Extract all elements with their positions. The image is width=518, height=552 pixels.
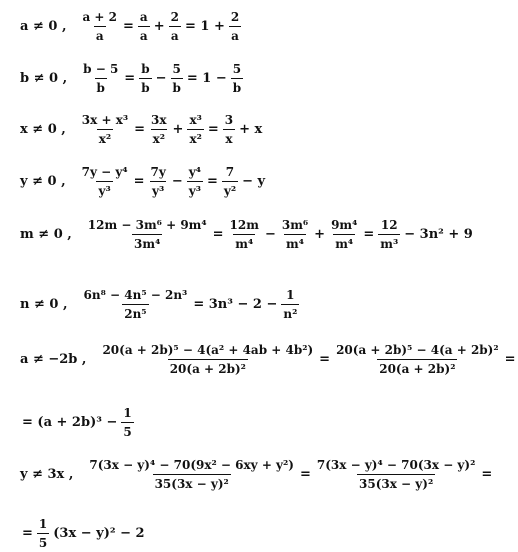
denominator: a — [169, 26, 181, 43]
fraction — [187, 165, 203, 198]
numerator: 20(a + 2b)⁵ − 4(a + 2b)² — [336, 343, 499, 357]
numerator: 5 — [172, 62, 181, 76]
operator: = — [134, 122, 146, 137]
operator: − y — [242, 174, 266, 189]
denominator: x² — [187, 129, 203, 146]
operator: + — [314, 227, 326, 242]
numerator: 20(a + 2b)⁵ − 4(a² + 4ab + 4b²) — [102, 343, 314, 357]
denominator: 20(a + 2b)² — [168, 359, 248, 376]
equation — [20, 458, 494, 491]
equation — [20, 517, 147, 550]
equation — [20, 406, 136, 439]
operator: = — [212, 227, 224, 242]
denominator: y² — [222, 181, 238, 198]
denominator: 3m⁴ — [132, 234, 162, 251]
operator: + — [172, 122, 184, 137]
operator: = 1 + — [184, 19, 225, 34]
equation — [20, 113, 264, 146]
operator: = — [22, 526, 33, 541]
denominator: y³ — [96, 181, 112, 198]
denominator: a — [138, 26, 150, 43]
numerator: 1 — [123, 406, 132, 420]
denominator: x — [223, 129, 234, 146]
operator: = — [504, 352, 516, 367]
fraction — [228, 218, 261, 251]
fraction — [223, 113, 235, 146]
operator: = — [133, 174, 145, 189]
numerator: 3m⁶ — [281, 218, 309, 232]
numerator: 7y − y⁴ — [81, 165, 128, 179]
operator: = — [206, 174, 218, 189]
denominator: b — [171, 78, 183, 95]
numerator: 2 — [170, 10, 179, 24]
operator: = 3n³ − 2 − — [193, 297, 278, 312]
fraction — [86, 218, 209, 251]
operator: − — [264, 227, 276, 242]
operator: = — [207, 122, 219, 137]
denominator: m⁴ — [284, 234, 306, 251]
numerator: b − 5 — [83, 62, 119, 76]
fraction — [80, 113, 130, 146]
fraction — [138, 10, 150, 43]
operator: (3x − y)² − 2 — [53, 526, 145, 541]
fraction — [280, 218, 310, 251]
fraction — [139, 62, 151, 95]
numerator: 7y — [150, 165, 166, 179]
numerator: 6n⁸ − 4n⁵ − 2n³ — [83, 288, 188, 302]
fraction — [80, 10, 119, 43]
equation — [20, 165, 267, 198]
condition: x ≠ 0 , — [20, 122, 66, 137]
denominator: 5 — [37, 533, 49, 550]
denominator: b — [95, 78, 107, 95]
equation — [20, 288, 301, 321]
numerator: 3x — [151, 113, 167, 127]
equation — [20, 218, 475, 251]
operator: = (a + 2b)³ − — [22, 415, 118, 430]
numerator: 7(3x − y)⁴ − 70(9x² − 6xy + y²) — [89, 458, 294, 472]
fraction — [281, 288, 299, 321]
fraction — [82, 288, 190, 321]
denominator: n² — [281, 304, 299, 321]
denominator: 2n⁵ — [122, 304, 148, 321]
condition: b ≠ 0 , — [20, 71, 68, 86]
condition: m ≠ 0 , — [20, 227, 72, 242]
fraction — [148, 165, 167, 198]
operator: = — [363, 227, 375, 242]
equation — [20, 343, 518, 376]
denominator: 5 — [121, 422, 133, 439]
fraction — [100, 343, 315, 376]
numerator: 2 — [230, 10, 240, 24]
denominator: x² — [97, 129, 113, 146]
fraction — [229, 10, 241, 43]
fraction — [187, 113, 203, 146]
numerator: b — [141, 62, 150, 76]
fraction — [37, 517, 49, 550]
fraction — [169, 10, 181, 43]
operator: = — [299, 467, 311, 482]
numerator: 7 — [225, 165, 235, 179]
numerator: 1 — [286, 288, 295, 302]
condition: a ≠ −2b , — [20, 352, 87, 367]
numerator: 3 — [224, 113, 234, 127]
denominator: x² — [151, 129, 167, 146]
equation — [20, 10, 243, 43]
fraction — [334, 343, 501, 376]
denominator: m⁴ — [233, 234, 255, 251]
denominator: 20(a + 2b)² — [377, 359, 457, 376]
fraction — [315, 458, 477, 491]
operator: = — [481, 467, 493, 482]
fraction — [378, 218, 400, 251]
fraction — [329, 218, 359, 251]
operator: = 1 − — [186, 71, 227, 86]
operator: − — [171, 174, 183, 189]
operator: = — [123, 19, 134, 34]
denominator: b — [139, 78, 151, 95]
fraction — [87, 458, 296, 491]
fraction — [149, 113, 169, 146]
numerator: 5 — [232, 62, 242, 76]
numerator: a — [139, 10, 148, 24]
denominator: a — [229, 26, 241, 43]
numerator: x³ — [189, 113, 202, 127]
operator: − 3n² + 9 — [404, 227, 473, 242]
fraction — [81, 62, 120, 95]
condition: y ≠ 0 , — [20, 174, 66, 189]
numerator: a + 2 — [82, 10, 118, 24]
numerator: 12 — [380, 218, 398, 232]
condition: n ≠ 0 , — [20, 297, 68, 312]
numerator: 12m — [229, 218, 259, 232]
operator: + — [153, 19, 165, 34]
numerator: 1 — [38, 517, 48, 531]
numerator: y⁴ — [188, 165, 201, 179]
condition: y ≠ 3x , — [20, 467, 74, 482]
numerator: 9m⁴ — [331, 218, 358, 232]
fraction — [222, 165, 238, 198]
operator: + x — [239, 122, 263, 137]
numerator: 7(3x − y)⁴ − 70(3x − y)² — [316, 458, 476, 472]
fraction — [80, 165, 130, 198]
operator: − — [155, 71, 167, 86]
condition: a ≠ 0 , — [20, 19, 67, 34]
denominator: y³ — [187, 181, 203, 198]
denominator: b — [231, 78, 243, 95]
equation — [20, 62, 245, 95]
operator: = — [124, 71, 136, 86]
fraction — [121, 406, 133, 439]
operator: = — [319, 352, 331, 367]
denominator: m⁴ — [333, 234, 355, 251]
denominator: m³ — [378, 234, 400, 251]
denominator: a — [94, 26, 106, 43]
denominator: y³ — [150, 181, 166, 198]
numerator: 12m − 3m⁶ + 9m⁴ — [87, 218, 207, 232]
fraction — [231, 62, 243, 95]
denominator: 35(3x − y)² — [357, 474, 435, 491]
numerator: 3x + x³ — [81, 113, 129, 127]
denominator: 35(3x − y)² — [153, 474, 231, 491]
fraction — [171, 62, 183, 95]
